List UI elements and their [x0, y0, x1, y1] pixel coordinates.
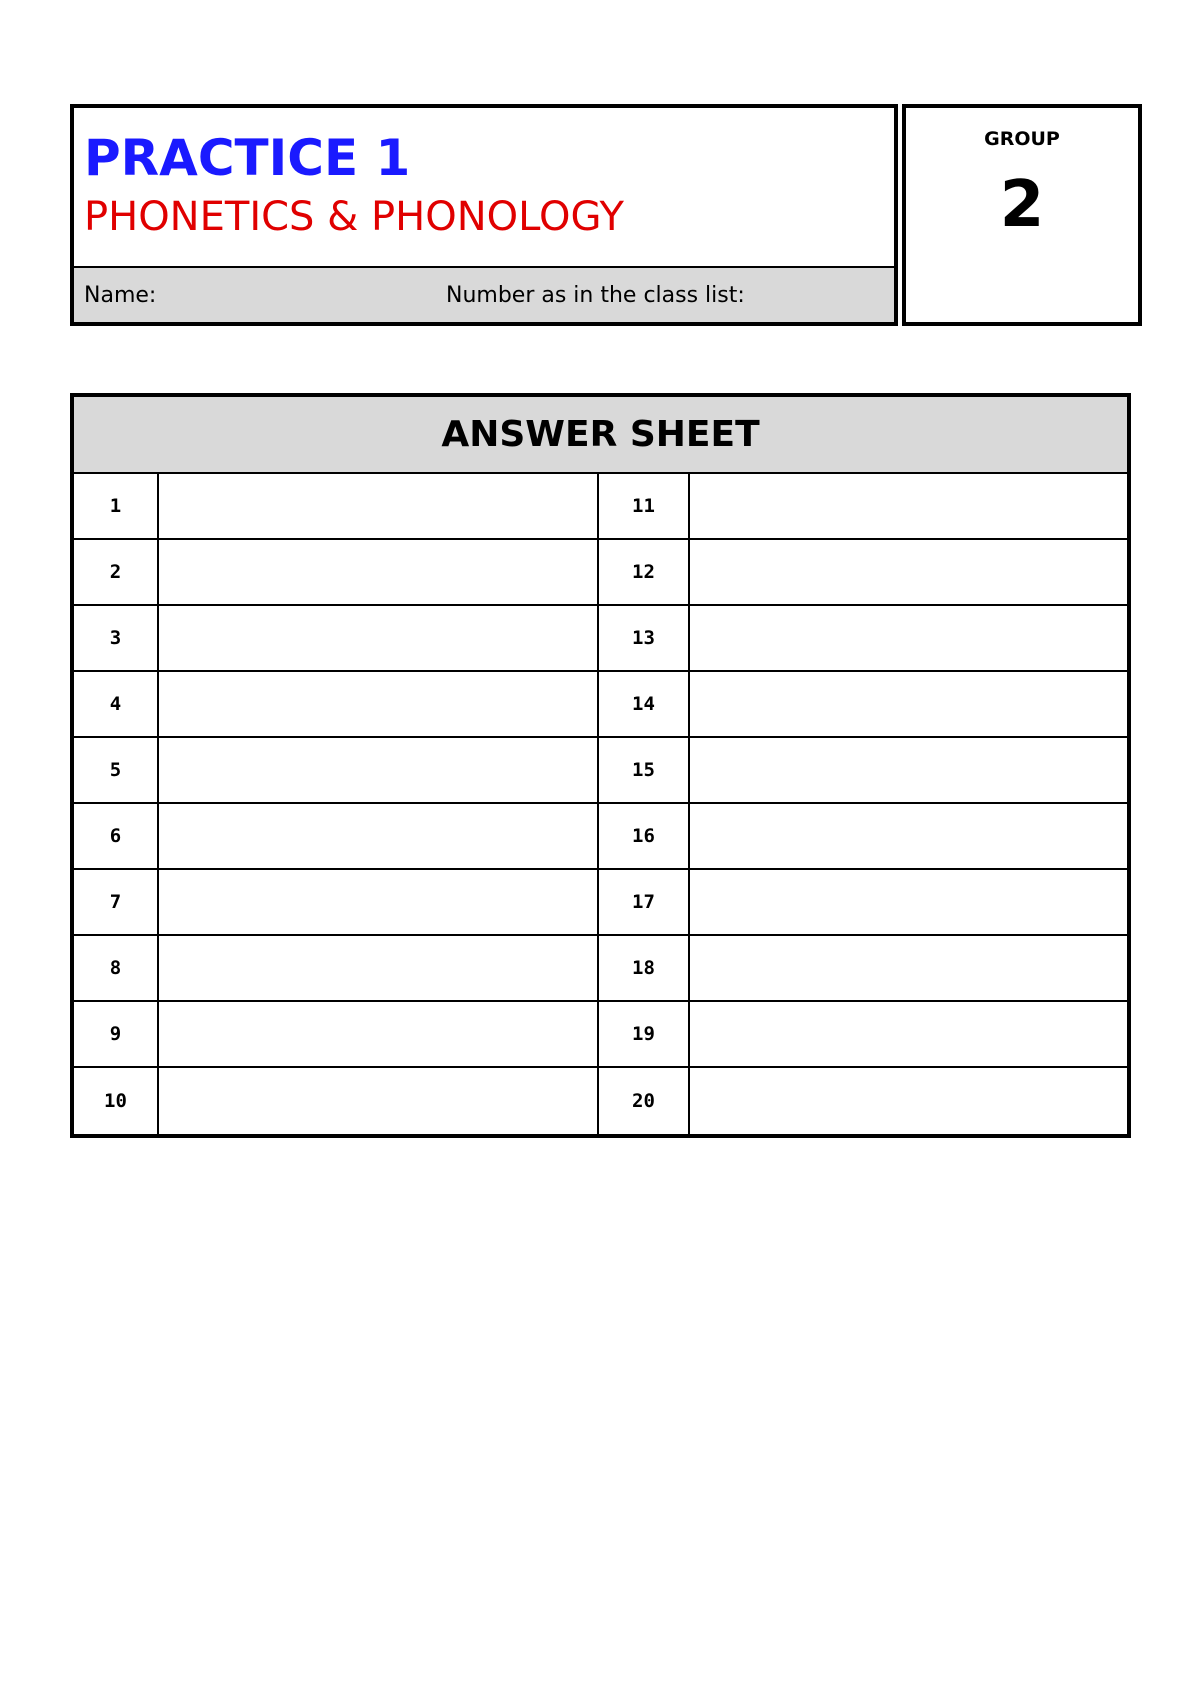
group-number: 2	[999, 168, 1045, 242]
answer-sheet-title: ANSWER SHEET	[74, 397, 1127, 474]
group-label: GROUP	[984, 128, 1060, 150]
question-number-right: 16	[599, 804, 690, 870]
question-number-left: 1	[74, 474, 159, 540]
answer-grid	[74, 474, 1127, 1134]
class-number-field[interactable]: Number as in the class list:	[446, 282, 745, 308]
header-main-box	[70, 104, 898, 326]
answer-field-left[interactable]	[159, 870, 599, 936]
student-info-row	[74, 268, 894, 322]
answer-field-right[interactable]	[690, 804, 1127, 870]
name-field[interactable]: Name:	[84, 282, 157, 308]
question-number-left: 6	[74, 804, 159, 870]
worksheet-header	[70, 104, 1142, 326]
question-number-left: 10	[74, 1068, 159, 1134]
title-area	[74, 108, 894, 268]
question-number-right: 13	[599, 606, 690, 672]
page-title: PRACTICE 1	[84, 129, 411, 187]
answer-field-left[interactable]	[159, 672, 599, 738]
answer-field-left[interactable]	[159, 1068, 599, 1134]
question-number-right: 20	[599, 1068, 690, 1134]
answer-field-right[interactable]	[690, 474, 1127, 540]
question-number-left: 8	[74, 936, 159, 1002]
answer-field-left[interactable]	[159, 804, 599, 870]
question-number-right: 17	[599, 870, 690, 936]
question-number-right: 18	[599, 936, 690, 1002]
answer-field-right[interactable]	[690, 738, 1127, 804]
answer-field-left[interactable]	[159, 1002, 599, 1068]
question-number-right: 15	[599, 738, 690, 804]
answer-field-left[interactable]	[159, 474, 599, 540]
answer-field-right[interactable]	[690, 1002, 1127, 1068]
question-number-left: 3	[74, 606, 159, 672]
question-number-right: 12	[599, 540, 690, 606]
answer-sheet-table	[70, 393, 1131, 1138]
answer-field-left[interactable]	[159, 936, 599, 1002]
answer-field-right[interactable]	[690, 540, 1127, 606]
answer-field-right[interactable]	[690, 606, 1127, 672]
question-number-right: 19	[599, 1002, 690, 1068]
group-box	[902, 104, 1142, 326]
question-number-right: 14	[599, 672, 690, 738]
question-number-left: 9	[74, 1002, 159, 1068]
answer-field-left[interactable]	[159, 738, 599, 804]
answer-field-left[interactable]	[159, 540, 599, 606]
answer-field-right[interactable]	[690, 870, 1127, 936]
question-number-left: 2	[74, 540, 159, 606]
page-subtitle: PHONETICS & PHONOLOGY	[84, 194, 624, 240]
question-number-left: 5	[74, 738, 159, 804]
question-number-left: 7	[74, 870, 159, 936]
answer-field-right[interactable]	[690, 672, 1127, 738]
answer-field-right[interactable]	[690, 936, 1127, 1002]
answer-field-left[interactable]	[159, 606, 599, 672]
answer-field-right[interactable]	[690, 1068, 1127, 1134]
question-number-right: 11	[599, 474, 690, 540]
question-number-left: 4	[74, 672, 159, 738]
